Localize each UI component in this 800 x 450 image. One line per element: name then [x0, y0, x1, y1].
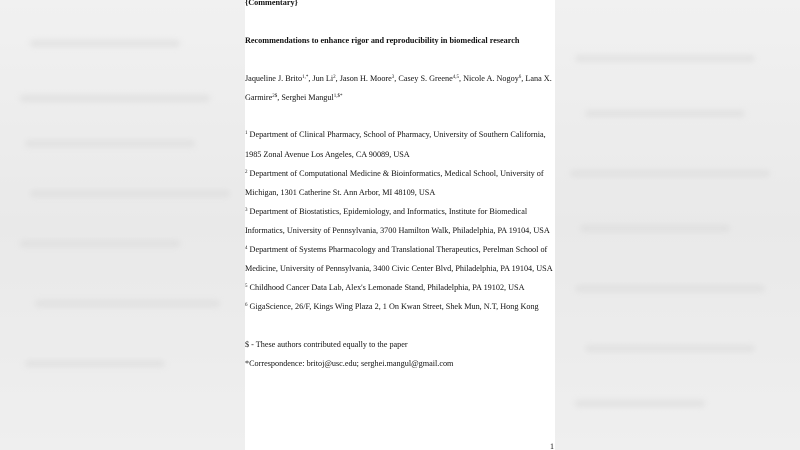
affiliation-6-line-1	[245, 302, 539, 312]
affiliation-text: Department of Computational Medicine & Bioinformatics, Medical School, University of	[249, 169, 544, 178]
affiliation-number: 6	[245, 303, 248, 308]
author-separator: ,	[458, 74, 464, 83]
author-list-line-2	[245, 93, 343, 103]
affiliation-number: 4	[245, 246, 248, 251]
author-name: Jun Li	[312, 74, 334, 83]
author-name: Jaqueline J. Brito	[245, 74, 303, 83]
affiliation-3-line-1	[245, 207, 527, 217]
affiliation-1-line-1	[245, 130, 546, 140]
author-name: Lana X.	[525, 74, 552, 83]
affiliation-4-line-2: Medicine, University of Pennsylvania, 3400 Civic Center Blvd, Philadelphia, PA 19104, USA	[245, 264, 553, 273]
affiliation-number: 1	[245, 131, 248, 136]
equal-contribution-note: $ - These authors contributed equally to the paper	[245, 340, 408, 349]
affiliation-1-line-2: 1985 Zonal Avenue Los Angeles, CA 90089, USA	[245, 150, 410, 159]
affiliation-number: 2	[245, 170, 248, 175]
author-affiliation-mark: 2$	[272, 94, 278, 99]
article-type: {Commentary}	[245, 0, 298, 7]
correspondence: *Correspondence: britoj@usc.edu; serghei.mangul@gmail.com	[245, 359, 454, 368]
author-separator: ,	[394, 74, 399, 83]
author-name: Serghei Mangul	[281, 93, 334, 102]
affiliation-text: Department of Biostatistics, Epidemiology, and Informatics, Institute for Biomedical	[249, 207, 528, 216]
author-affiliation-mark: 3	[391, 75, 395, 80]
affiliation-text: Department of Systems Pharmacology and Translational Therapeutics, Perelman School of	[249, 245, 548, 254]
page-number: 1	[550, 442, 554, 450]
author-separator: ,	[277, 93, 282, 102]
author-affiliation-mark: 4,5	[452, 75, 459, 80]
affiliation-number: 3	[245, 208, 248, 213]
author-affiliation-mark: 2	[333, 75, 336, 80]
author-separator: ,	[521, 74, 526, 83]
affiliation-4-line-1	[245, 245, 547, 255]
affiliation-text: Department of Clinical Pharmacy, School of Pharmacy, University of Southern California,	[249, 130, 546, 139]
blurred-background-left	[0, 0, 245, 450]
author-affiliation-mark: 1,*	[302, 75, 309, 80]
affiliation-number: 5	[245, 284, 248, 289]
author-affiliation-mark: 1,$*	[333, 94, 343, 99]
author-separator: ,	[335, 74, 340, 83]
author-separator: ,	[308, 74, 313, 83]
blurred-background-right	[555, 0, 800, 450]
author-affiliation-mark: 6	[518, 75, 522, 80]
author-name: Jason H. Moore	[339, 74, 392, 83]
affiliation-3-line-2: Informatics, University of Pennsylvania, 3700 Hamilton Walk, Philadelphia, PA 19104, USA	[245, 226, 550, 235]
affiliation-text: Childhood Cancer Data Lab, Alex's Lemonade Stand, Philadelphia, PA 19102, USA	[249, 283, 525, 292]
paper-page	[245, 0, 555, 450]
affiliation-2-line-2: Michigan, 1301 Catherine St. Ann Arbor, MI 48109, USA	[245, 188, 436, 197]
affiliation-5-line-1	[245, 283, 525, 293]
affiliation-2-line-1	[245, 169, 544, 179]
author-name: Garmire	[245, 93, 273, 102]
author-name: Casey S. Greene	[398, 74, 453, 83]
author-list-line-1	[245, 74, 552, 84]
affiliation-text: GigaScience, 26/F, Kings Wing Plaza 2, 1 On Kwan Street, Shek Mun, N.T, Hong Kong	[249, 302, 539, 311]
author-name: Nicole A. Nogoy	[463, 74, 519, 83]
paper-title: Recommendations to enhance rigor and reproducibility in biomedical research	[245, 36, 520, 45]
